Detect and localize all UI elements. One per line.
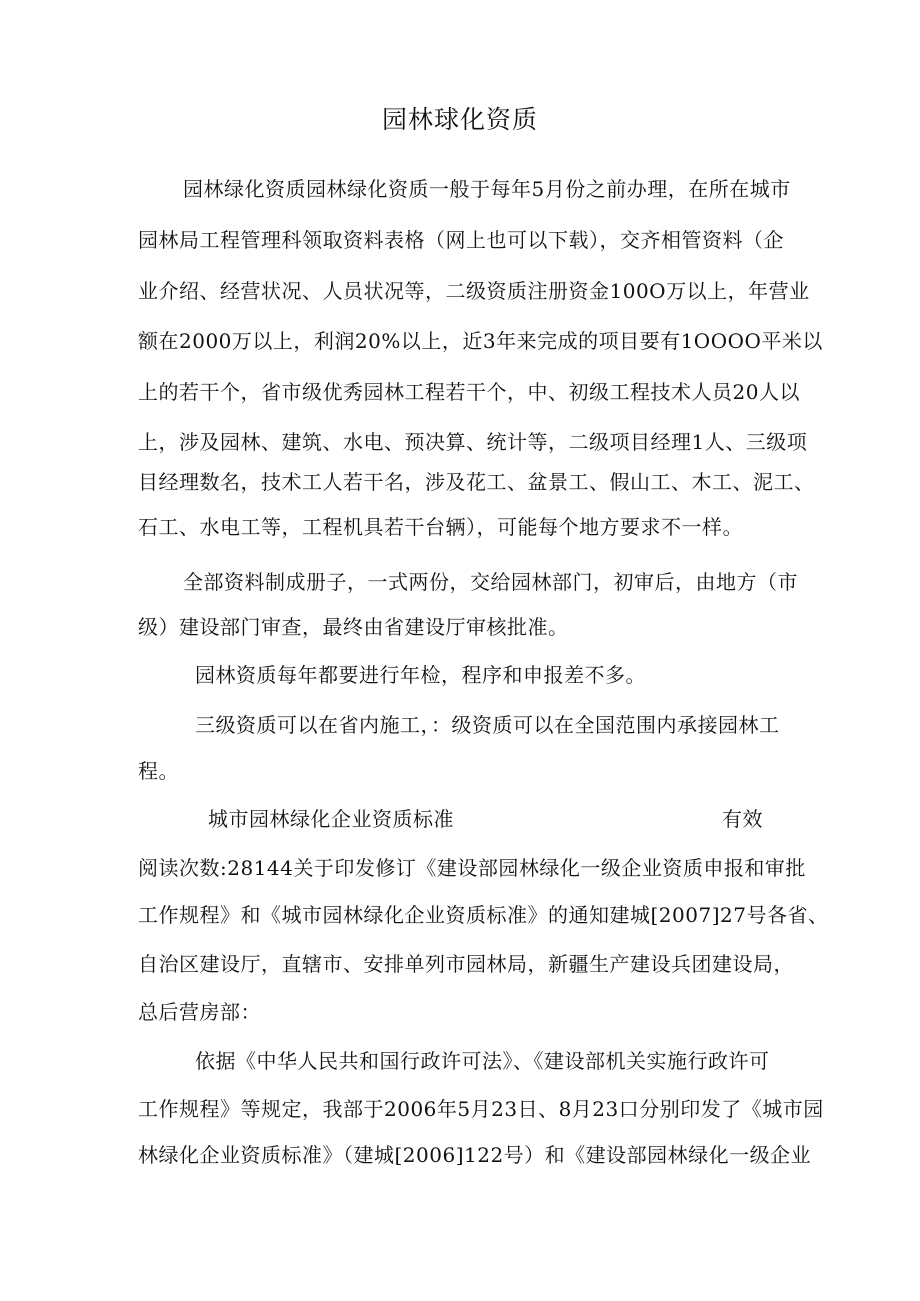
paragraph-line: 额在2000万以上，利润20%以上，近3年来完成的项目要有1OOOO平米以 — [138, 329, 823, 353]
paragraph-line: 级）建设部门审查，最终由省建设厅审核批准。 — [138, 615, 569, 639]
status-label: 有效 — [722, 807, 763, 831]
paragraph-line: 园林局工程管理科领取资料表格（网上也可以下载），交齐相管资料（企 — [138, 228, 784, 252]
paragraph-line: 林绿化企业资质标准》（建城[2006]122号）和《建设部园林绿化一级企业 — [138, 1143, 812, 1167]
paragraph-line: 上，涉及园林、建筑、水电、预决算、统计等，二级项目经理1人、三级项 — [138, 430, 808, 454]
paragraph-line: 三级资质可以在省内施工，：级资质可以在全国范围内承接园林工 — [195, 713, 780, 737]
paragraph-line: 总后营房部： — [138, 1000, 261, 1024]
paragraph-line: 石工、水电工等，工程机具若干台辆），可能每个地方要求不一样。 — [138, 515, 743, 539]
paragraph-line: 全部资料制成册子，一式两份，交给园林部门，初审后，由地方（市 — [183, 570, 798, 594]
section-heading: 城市园林绿化企业资质标准 — [208, 807, 454, 831]
paragraph-line: 工作规程》等规定，我部于2006年5月23日、8月23口分别印发了《城市园 — [138, 1097, 824, 1121]
paragraph-line: 自治区建设厅，直辖市、安排单列市园林局，新疆生产建设兵团建设局， — [138, 952, 794, 976]
document-title: 园林球化资质 — [381, 105, 538, 134]
paragraph-line: 业介绍、经营状况、人员状况等，二级资质注册资金100O万以上，年营业 — [138, 279, 810, 303]
paragraph-line: 目经理数名，技术工人若干名，涉及花工、盆景工、假山工、木工、泥工、 — [138, 470, 815, 494]
paragraph-line: 程。 — [138, 759, 179, 783]
paragraph-line: 工作规程》和《城市园林绿化企业资质标准》的通知建城[2007]27号各省、 — [138, 903, 829, 927]
paragraph-line: 依据《中华人民共和国行政许可法》、《建设部机关实施行政许可 — [195, 1049, 770, 1073]
paragraph-line: 园林资质每年都要进行年检，程序和申报差不多。 — [195, 663, 646, 687]
paragraph-line: 阅读次数:28144关于印发修订《建设部园林绿化一级企业资质申报和审批 — [138, 856, 806, 880]
paragraph-line: 上的若干个，省市级优秀园林工程若干个，中、初级工程技术人员20人以 — [138, 380, 800, 404]
paragraph-line: 园林绿化资质园林绿化资质一般于每年5月份之前办理，在所在城市 — [183, 177, 791, 201]
